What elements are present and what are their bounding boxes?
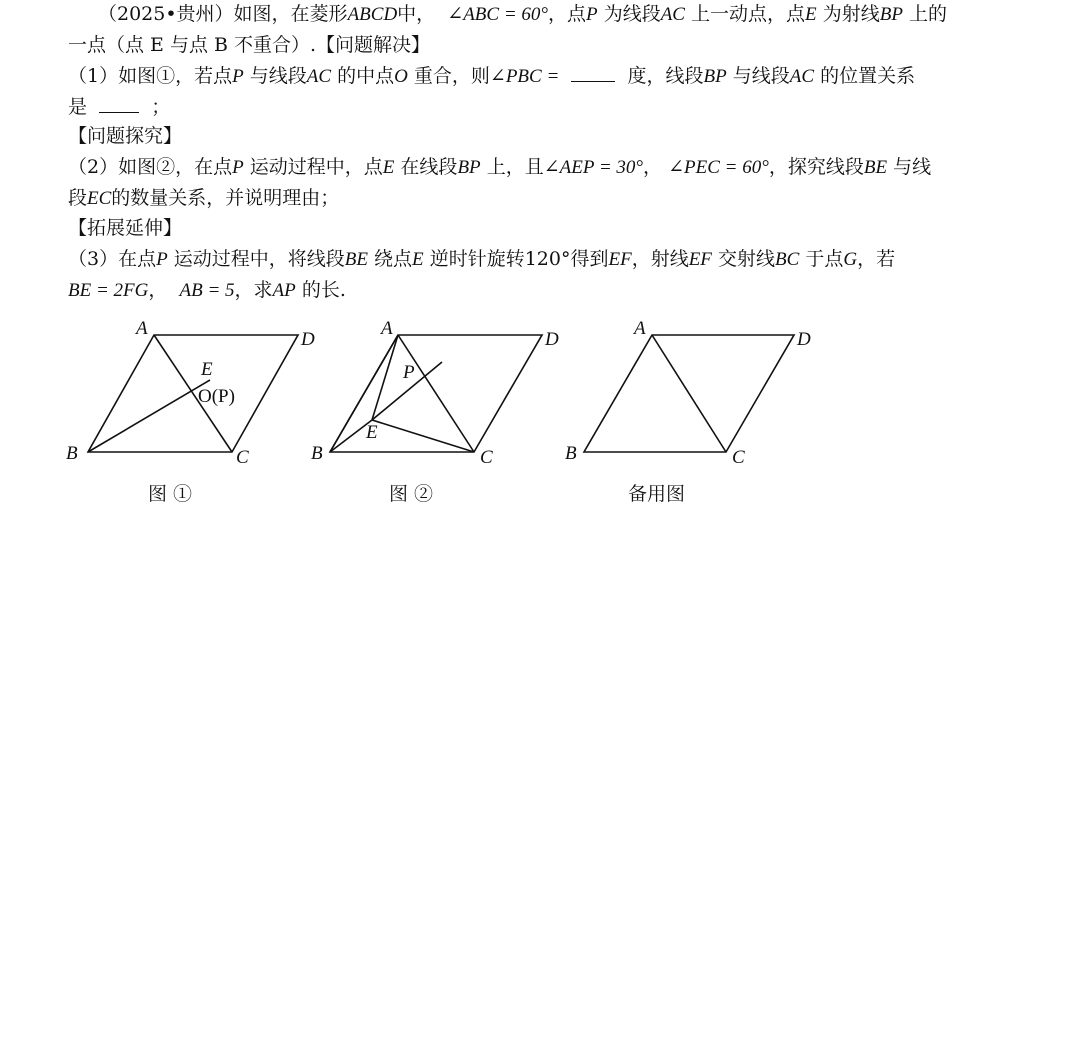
intro-bp: BP xyxy=(879,4,903,25)
q3-point-p: P xyxy=(156,249,168,270)
label-c: C xyxy=(236,447,249,468)
figure-1 xyxy=(66,318,315,505)
figures-panel xyxy=(0,310,1080,830)
q1-point-p: P xyxy=(232,66,244,87)
q2-text: 上，且 xyxy=(486,156,544,178)
label-b: B xyxy=(565,443,577,464)
section-heading: 【问题探究】 xyxy=(68,125,183,147)
intro-text: 上的 xyxy=(908,3,947,25)
figure-3 xyxy=(565,318,811,505)
label-d: D xyxy=(301,329,315,350)
q3-text: 逆时针旋转120°得到 xyxy=(429,248,609,270)
q1-answer-blank-1[interactable] xyxy=(571,63,615,82)
intro-text: ，点 xyxy=(548,3,587,25)
intro-text: 中， xyxy=(397,3,436,25)
question-3-line-1 xyxy=(68,247,895,272)
figure-3-caption: 备用图 xyxy=(628,483,686,505)
q2-point-e: E xyxy=(382,157,395,178)
q3-ap: AP xyxy=(272,280,296,301)
intro-point-e: E xyxy=(805,4,817,25)
q1-text: 的中点 xyxy=(337,65,395,87)
label-e: E xyxy=(366,422,378,443)
q1-text: 与线段 xyxy=(249,65,307,87)
label-d: D xyxy=(797,329,811,350)
label-a: A xyxy=(136,318,148,339)
q3-be: BE xyxy=(344,249,368,270)
q3-bc: BC xyxy=(774,249,800,270)
heading-extension xyxy=(68,216,182,240)
intro-text: （2025•贵州）如图，在菱形 xyxy=(98,3,348,25)
q3-point-g: G xyxy=(843,249,858,270)
label-a: A xyxy=(634,318,646,339)
question-1-line-2 xyxy=(68,94,170,119)
question-1-line-1 xyxy=(68,63,915,89)
intro-text: 为线段 xyxy=(603,3,661,25)
label-c: C xyxy=(732,447,745,468)
q2-text: ，探究线段 xyxy=(768,156,864,178)
figure-2 xyxy=(311,318,559,505)
q2-bp: BP xyxy=(457,157,481,178)
side-ab-fig2 xyxy=(330,335,398,452)
label-a: A xyxy=(381,318,393,339)
q2-text: （2）如图②，在点 xyxy=(68,156,233,178)
intro-angle: ∠ABC = 60° xyxy=(447,4,549,25)
q1-ac: AC xyxy=(789,66,815,87)
q3-text: ，求 xyxy=(234,279,273,301)
q1-text: 与线段 xyxy=(732,65,790,87)
label-p: P xyxy=(403,362,415,383)
segment-ec-fig2 xyxy=(372,420,474,452)
q2-text: 的数量关系，并说明理由； xyxy=(111,187,340,209)
q2-point-p: P xyxy=(232,157,244,178)
q3-text: （3）在点 xyxy=(68,248,157,270)
q1-ac: AC xyxy=(306,66,332,87)
diagonal-ac-fig3 xyxy=(652,335,726,452)
intro-abcd: ABCD xyxy=(347,4,398,25)
problem-intro-line-2 xyxy=(68,33,430,57)
intro-text: 为射线 xyxy=(822,3,880,25)
q2-text: 段 xyxy=(68,187,88,209)
q3-text: 交射线 xyxy=(717,248,775,270)
intro-ac: AC xyxy=(660,4,685,25)
q1-text: （1）如图①，若点 xyxy=(68,65,233,87)
label-d: D xyxy=(545,329,559,350)
q1-angle: ∠PBC = xyxy=(489,66,560,87)
q3-ef: EF xyxy=(608,249,632,270)
segment-ae-fig2 xyxy=(372,335,398,420)
q3-text: 于点 xyxy=(805,248,844,270)
intro-continued: 一点（点 E 与点 B 不重合）.【问题解决】 xyxy=(68,34,431,56)
label-c: C xyxy=(480,447,493,468)
q2-be: BE xyxy=(863,157,888,178)
q3-point-e: E xyxy=(412,249,424,270)
q3-text: ，若 xyxy=(857,248,896,270)
q1-text: ； xyxy=(151,96,171,118)
label-b: B xyxy=(66,443,78,464)
q1-bp: BP xyxy=(703,66,727,87)
q3-text: 的长. xyxy=(301,279,346,301)
intro-text: 上一动点，点 xyxy=(691,3,806,25)
q2-angle-aep: ∠AEP = 30° xyxy=(543,157,644,178)
q2-text: 运动过程中，点 xyxy=(249,156,383,178)
label-e: E xyxy=(201,359,213,380)
question-2-line-2 xyxy=(68,186,339,211)
q2-text: 与线 xyxy=(893,156,932,178)
q1-text: 度，线段 xyxy=(627,65,704,87)
q1-text: 重合，则 xyxy=(413,65,490,87)
q3-text: ，射线 xyxy=(631,248,689,270)
figure-1-caption: 图 ① xyxy=(148,483,193,505)
q3-condition-be: BE = 2FG xyxy=(68,280,149,301)
q1-text: 是 xyxy=(68,96,88,118)
q3-condition-ab: AB = 5 xyxy=(179,280,235,301)
ray-bp-fig1 xyxy=(88,380,210,452)
q2-text: 在线段 xyxy=(400,156,458,178)
q3-ef: EF xyxy=(688,249,712,270)
label-b: B xyxy=(311,443,323,464)
q1-text: 的位置关系 xyxy=(820,65,916,87)
q1-point-o: O xyxy=(394,66,408,87)
question-3-line-2 xyxy=(68,278,346,303)
heading-explore xyxy=(68,124,182,148)
q2-text: ， xyxy=(643,156,663,178)
q3-text: 运动过程中，将线段 xyxy=(173,248,345,270)
intro-point-p: P xyxy=(586,4,598,25)
q2-angle-pec: ∠PEC = 60° xyxy=(668,157,769,178)
q1-answer-blank-2[interactable] xyxy=(99,94,139,113)
section-heading: 【拓展延伸】 xyxy=(68,217,183,239)
label-o-p: O(P) xyxy=(198,386,235,407)
q2-ec: EC xyxy=(87,188,112,209)
q3-text: ， xyxy=(148,279,168,301)
figure-2-caption: 图 ② xyxy=(389,483,434,505)
question-2-line-1 xyxy=(68,155,931,180)
diagonal-ac-fig2 xyxy=(398,335,474,452)
problem-intro-line-1 xyxy=(98,2,947,27)
q3-text: 绕点 xyxy=(374,248,413,270)
